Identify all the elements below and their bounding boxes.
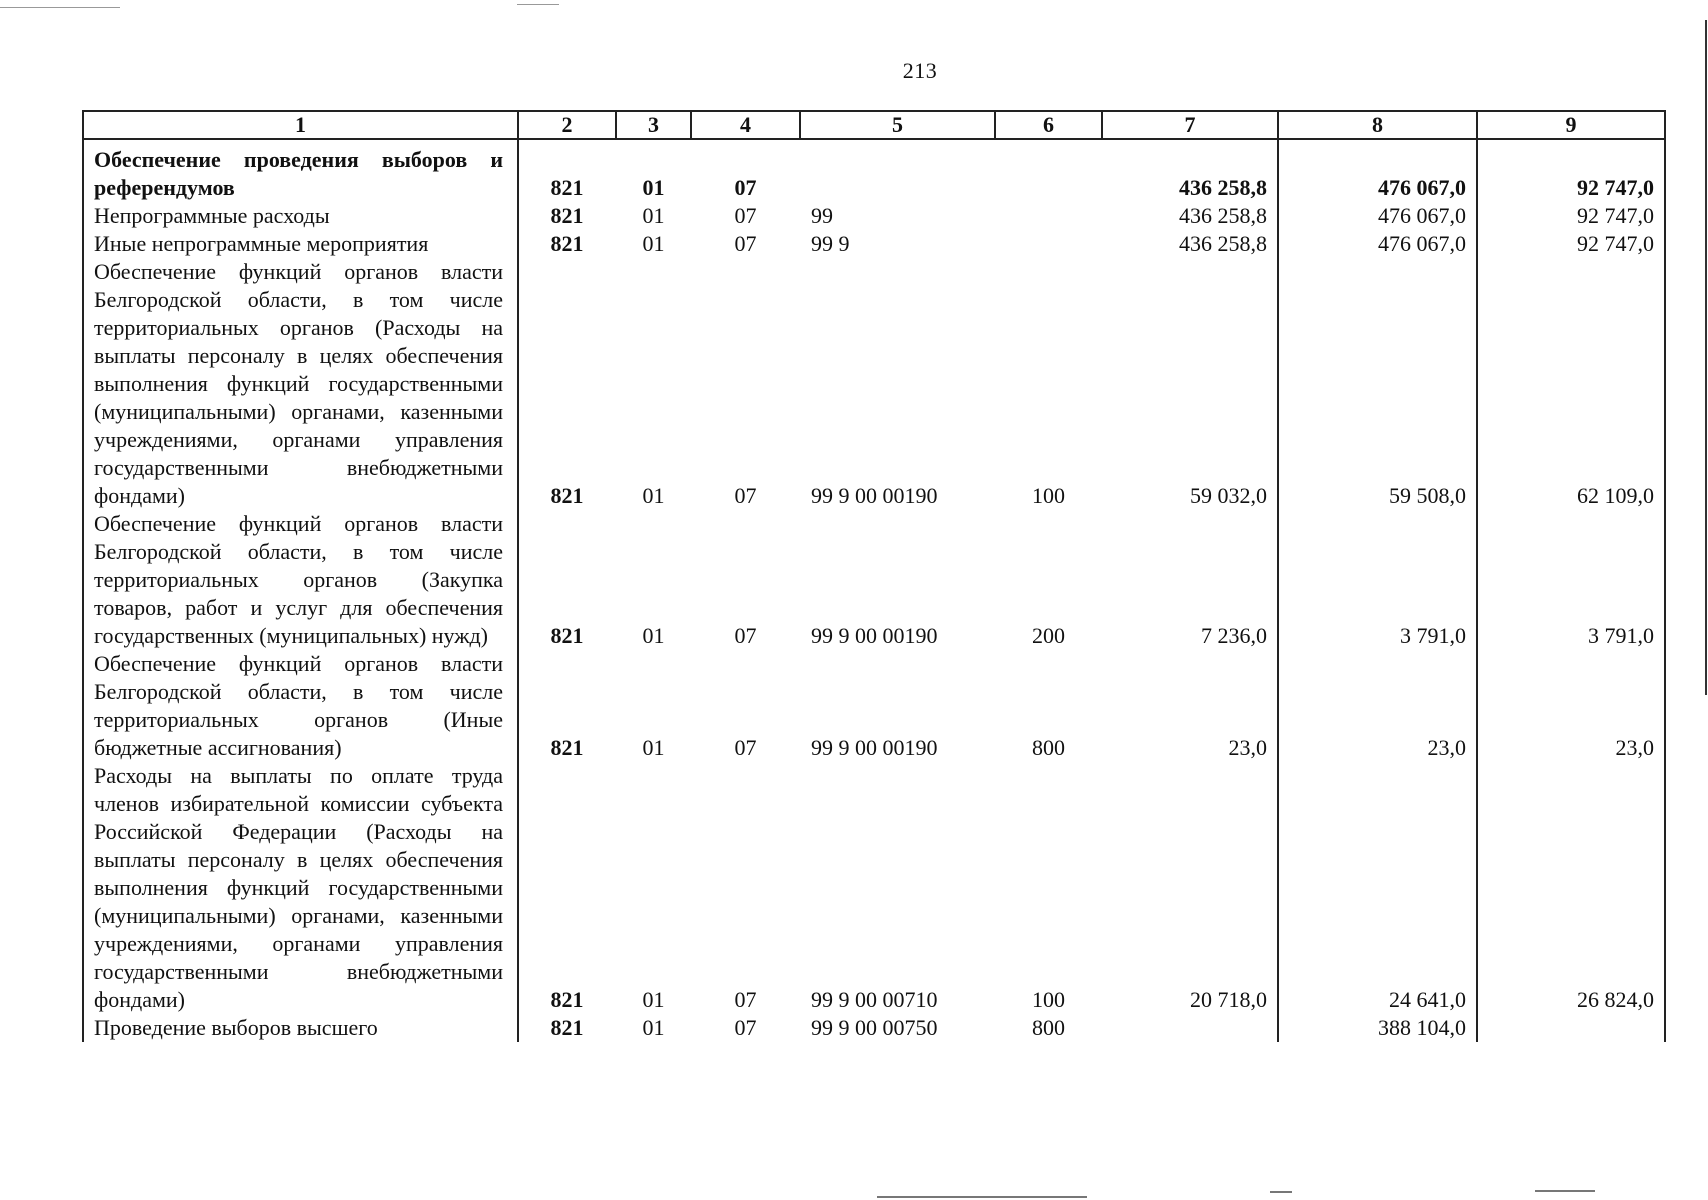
header-col-3: 3	[616, 111, 691, 139]
scan-artifact	[877, 1196, 1087, 1198]
expense-type-code	[995, 202, 1102, 230]
header-col-5: 5	[800, 111, 995, 139]
subsection-code: 07	[734, 623, 757, 648]
subsection-code: 07	[734, 203, 757, 228]
expense-type-code: 200	[1032, 623, 1065, 648]
row-name: Проведение выборов высшего	[83, 1014, 518, 1042]
section-code: 01	[642, 623, 665, 648]
table-row	[83, 230, 1665, 258]
target-article-code: 99 9 00 00750	[811, 1015, 938, 1040]
ministry-code: 821	[518, 230, 616, 258]
section-code: 01	[642, 175, 665, 200]
amount-col-9: 3 791,0	[1477, 510, 1665, 650]
ministry-code: 821	[518, 202, 616, 230]
scan-artifact	[517, 4, 559, 5]
target-article-code: 99	[811, 203, 833, 228]
expense-type-code	[995, 230, 1102, 258]
page-number: 213	[902, 58, 938, 83]
amount-col-7: 20 718,0	[1190, 987, 1267, 1012]
header-col-1: 1	[83, 111, 518, 139]
table-row	[83, 650, 1665, 762]
subsection-code: 07	[734, 735, 757, 760]
ministry-code: 821	[518, 1014, 616, 1042]
row-name: Обеспечение функций органов власти Белгородской области, в том числе территориальных органов (Закупка товаров, работ и услуг для обеспечения государственных (муниципальных) нужд)	[83, 510, 518, 650]
amount-col-8: 476 067,0	[1278, 139, 1477, 202]
amount-col-7: 436 258,8	[1179, 175, 1267, 200]
table-row	[83, 510, 1665, 650]
ministry-code: 821	[518, 650, 616, 762]
row-name: Обеспечение функций органов власти Белгородской области, в том числе территориальных органов (Иные бюджетные ассигнования)	[83, 650, 518, 762]
amount-col-9: 92 747,0	[1477, 202, 1665, 230]
scan-edge	[1705, 20, 1707, 695]
amount-col-9: 26 824,0	[1477, 762, 1665, 1014]
section-code: 01	[642, 735, 665, 760]
target-article-code: 99 9 00 00190	[811, 483, 938, 508]
expense-type-code: 100	[1032, 483, 1065, 508]
amount-col-8: 3 791,0	[1278, 510, 1477, 650]
amount-col-7: 436 258,8	[1179, 231, 1267, 256]
row-name: Обеспечение проведения выборов и референдумов	[83, 139, 518, 202]
ministry-code: 821	[518, 762, 616, 1014]
amount-col-9	[1477, 1014, 1665, 1042]
subsection-code: 07	[734, 483, 757, 508]
target-article-code: 99 9 00 00710	[811, 987, 938, 1012]
amount-col-9: 92 747,0	[1477, 230, 1665, 258]
expense-type-code: 800	[1032, 735, 1065, 760]
expense-type-code	[995, 139, 1102, 202]
target-article-code: 99 9 00 00190	[811, 623, 938, 648]
amount-col-7	[1102, 1014, 1278, 1042]
amount-col-7: 7 236,0	[1201, 623, 1267, 648]
expense-type-code: 800	[1032, 1015, 1065, 1040]
section-code: 01	[642, 231, 665, 256]
subsection-code: 07	[734, 987, 757, 1012]
scan-artifact	[1535, 1190, 1595, 1192]
ministry-code: 821	[518, 258, 616, 510]
target-article-code: 99 9 00 00190	[811, 735, 938, 760]
row-name: Непрограммные расходы	[83, 202, 518, 230]
amount-col-9: 23,0	[1477, 650, 1665, 762]
header-col-8: 8	[1278, 111, 1477, 139]
amount-col-7: 59 032,0	[1190, 483, 1267, 508]
table-header-row	[83, 111, 1665, 139]
target-article-code: 99 9	[811, 231, 850, 256]
section-code: 01	[642, 483, 665, 508]
header-col-9: 9	[1477, 111, 1665, 139]
table-row	[83, 258, 1665, 510]
amount-col-7: 436 258,8	[1179, 203, 1267, 228]
ministry-code: 821	[518, 139, 616, 202]
header-col-6: 6	[995, 111, 1102, 139]
expense-type-code: 100	[1032, 987, 1065, 1012]
subsection-code: 07	[734, 175, 757, 200]
amount-col-8: 388 104,0	[1278, 1014, 1477, 1042]
table-row	[83, 139, 1665, 202]
target-article-code	[800, 139, 995, 202]
header-col-2: 2	[518, 111, 616, 139]
row-name: Обеспечение функций органов власти Белгородской области, в том числе территориальных органов (Расходы на выплаты персоналу в целях обеспечения выполнения функций государственными (муниципальными) органами, казенными учреждениями, органами управления государственными внебюджетными фондами)	[83, 258, 518, 510]
amount-col-8: 476 067,0	[1278, 202, 1477, 230]
header-col-4: 4	[691, 111, 800, 139]
table-row	[83, 762, 1665, 1014]
scan-artifact	[1270, 1191, 1292, 1193]
amount-col-8: 24 641,0	[1278, 762, 1477, 1014]
amount-col-9: 62 109,0	[1477, 258, 1665, 510]
table-body	[83, 139, 1665, 1042]
header-col-7: 7	[1102, 111, 1278, 139]
subsection-code: 07	[734, 1015, 757, 1040]
subsection-code: 07	[734, 231, 757, 256]
section-code: 01	[642, 203, 665, 228]
amount-col-8: 476 067,0	[1278, 230, 1477, 258]
scan-artifact	[0, 7, 120, 8]
amount-col-9: 92 747,0	[1477, 139, 1665, 202]
row-name: Расходы на выплаты по оплате труда членов избирательной комиссии субъекта Российской Федерации (Расходы на выплаты персоналу в целях обеспечения выполнения функций государственными (муниципальными) органами, казенными учреждениями, органами управления государственными внебюджетными фондами)	[83, 762, 518, 1014]
table-row	[83, 202, 1665, 230]
row-name: Иные непрограммные мероприятия	[83, 230, 518, 258]
ministry-code: 821	[518, 510, 616, 650]
budget-table	[82, 110, 1666, 1042]
section-code: 01	[642, 1015, 665, 1040]
amount-col-8: 59 508,0	[1278, 258, 1477, 510]
section-code: 01	[642, 987, 665, 1012]
amount-col-7: 23,0	[1228, 735, 1267, 760]
amount-col-8: 23,0	[1278, 650, 1477, 762]
table-row	[83, 1014, 1665, 1042]
